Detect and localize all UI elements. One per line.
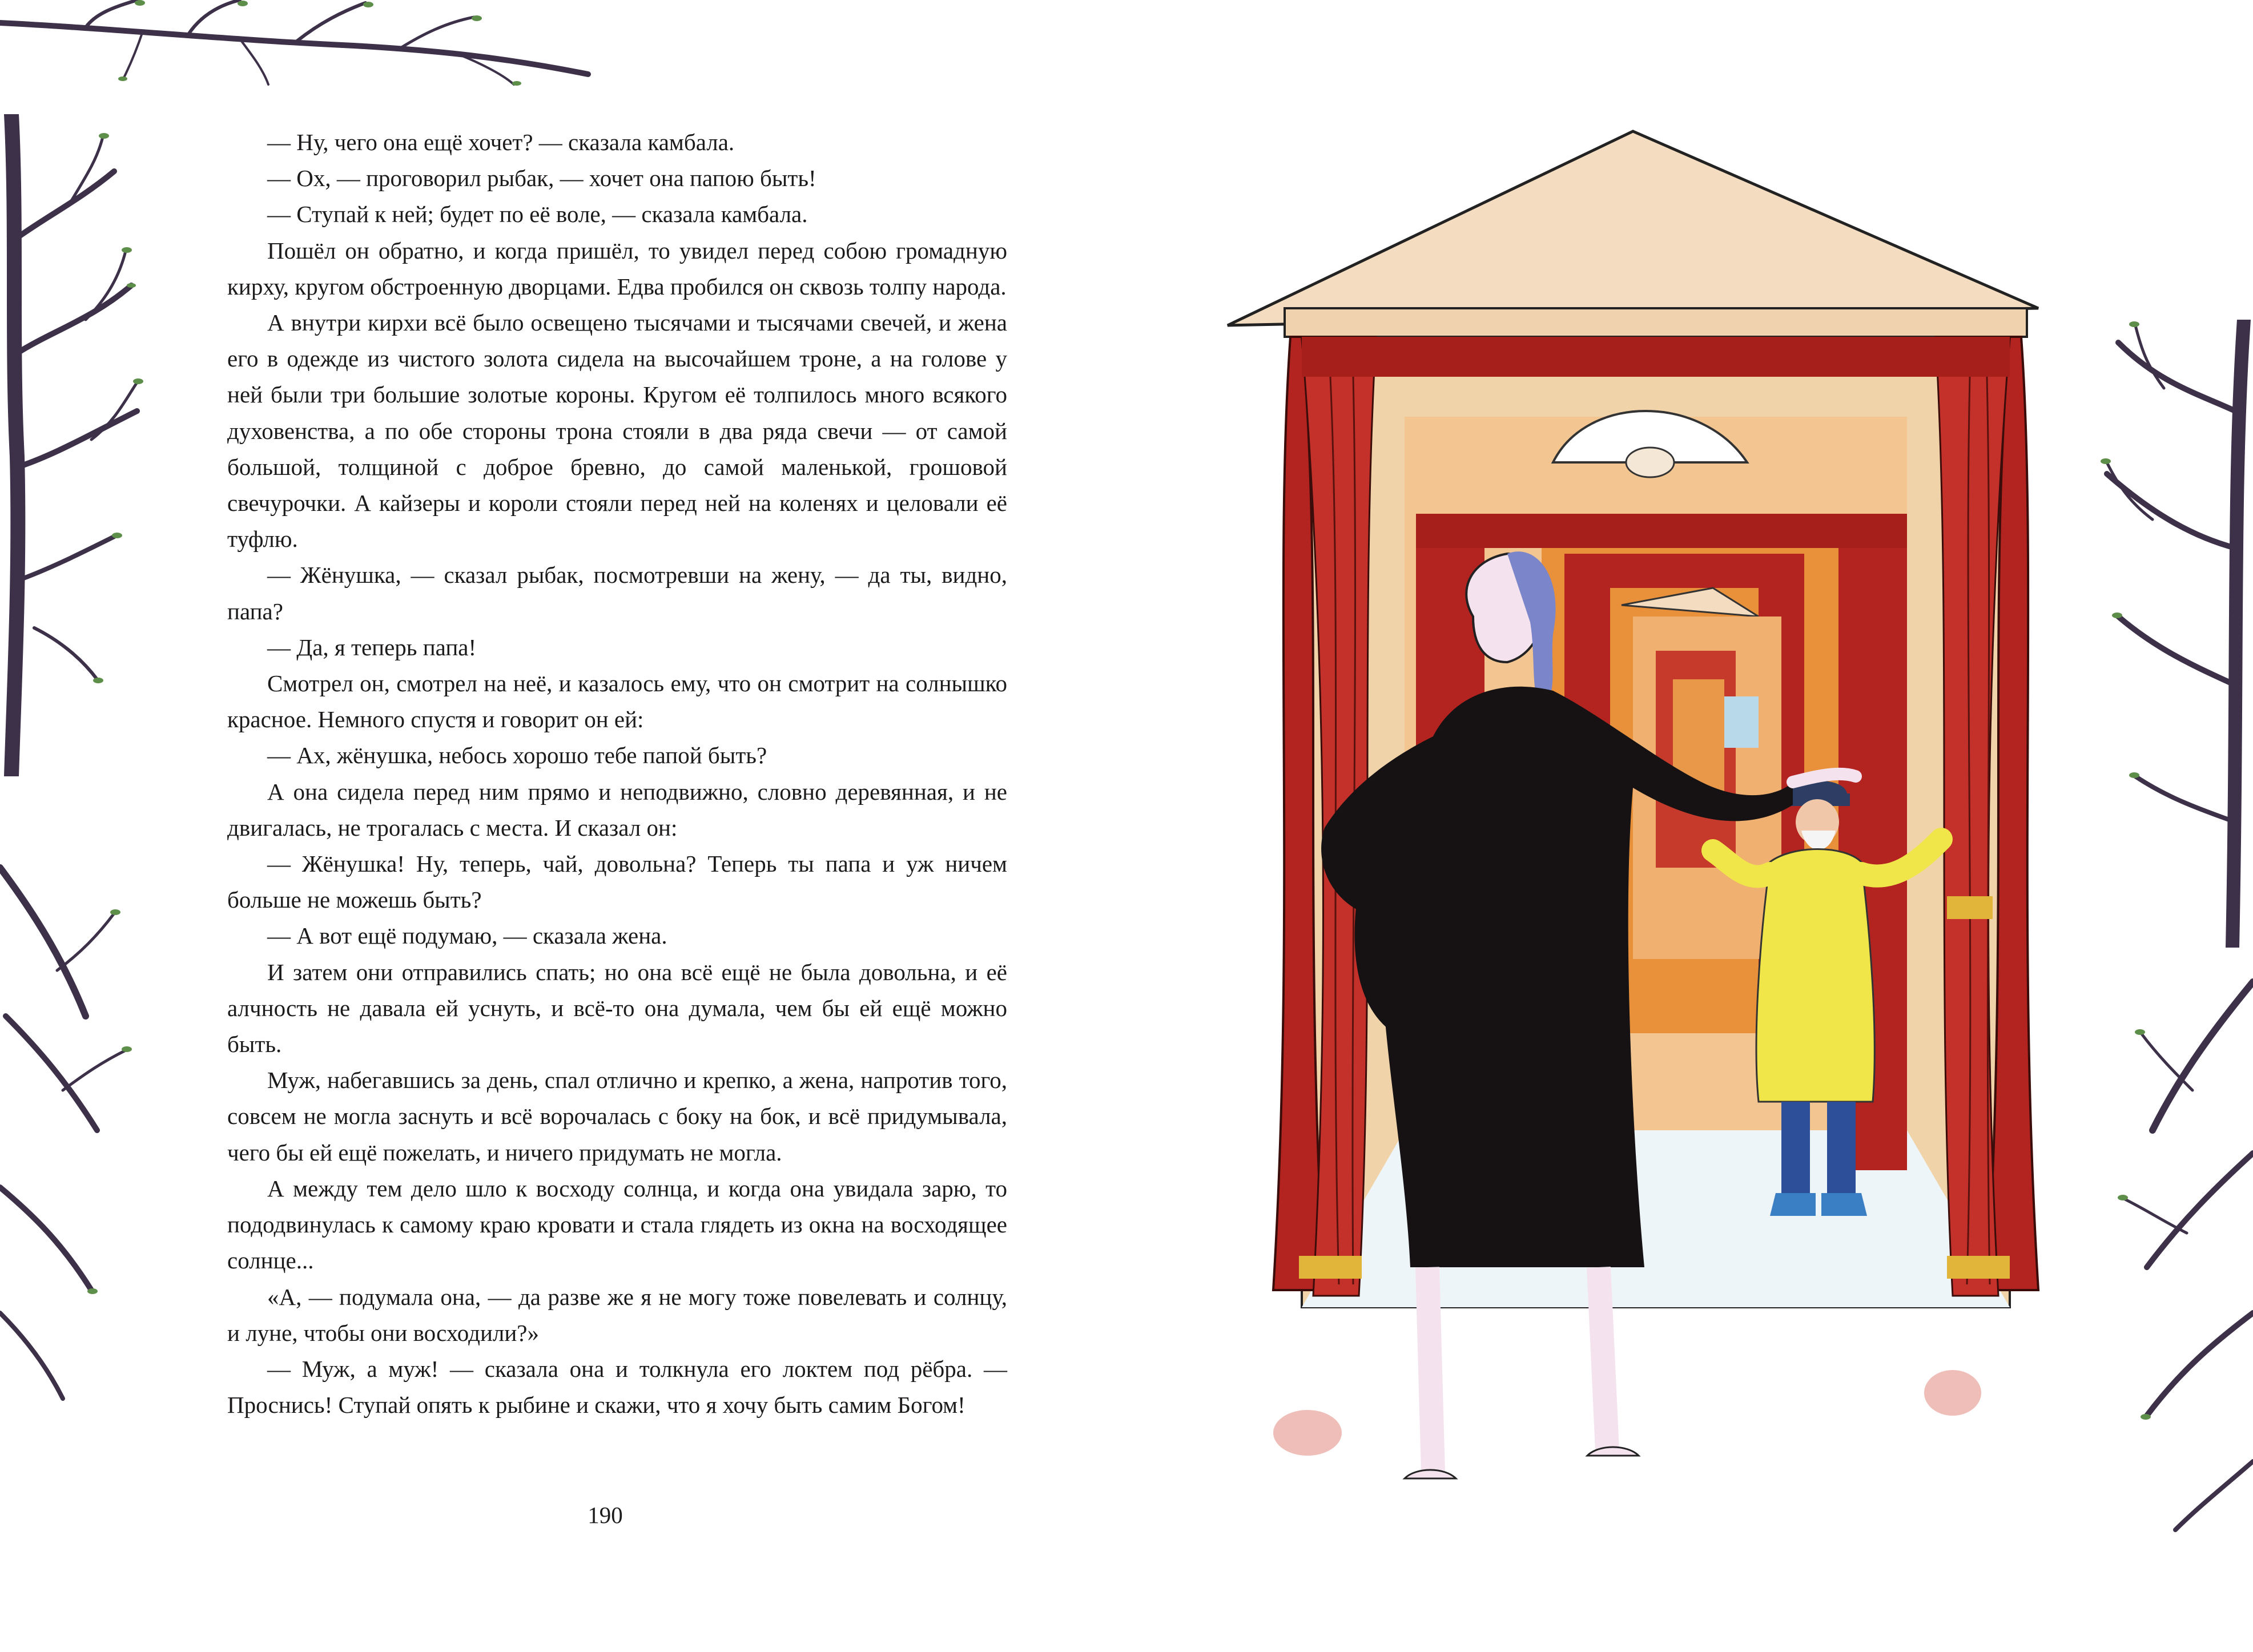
paragraph: — Жёнушка, — сказал рыбак, посмотревши на жену, — да ты, видно, папа?	[227, 562, 1007, 624]
paragraph: Муж, набегавшись за день, спал отлично и крепко, а жена, напротив того, совсем не могла заснуть и всё ворочалась с боку на бок, и всё придумывала, чего бы ей ещё пожелать, и ничего придумать не могла.	[227, 1067, 1007, 1166]
paragraph: А внутри кирхи всё было освещено тысячами и тысячами свечей, и жена его в одежде из чистого золота сидела на высочайшем троне, а на голове у ней были три большие золотые короны. Кругом её толпилось много всякого духовенства, а по обе стороны трона стояли в два ряда свечи — от самой большой, толщиной с доброе бревно, до самой маленькой, грошовой свечурочки. А кайзеры и короли стояли перед ней на коленях и целовали её туфлю.	[227, 309, 1007, 553]
paragraph: — Да, я теперь папа!	[267, 634, 477, 660]
right-tree-upper-illustration	[2061, 320, 2253, 948]
page-number: 190	[588, 1502, 623, 1528]
paragraph: — Муж, а муж! — сказала она и толкнула его локтем под рёбра. — Проснись! Ступай опять к рыбине и скажи, что я хочу быть самим Богом!	[227, 1355, 1007, 1419]
palace-scene-illustration	[1188, 120, 2078, 1558]
paragraph: — Ступай к ней; будет по её воле, — сказала камбала.	[267, 201, 808, 228]
paragraph: Пошёл он обратно, и когда пришёл, то увидел перед собою громадную кирху, кругом обстроенную дворцами. Едва пробился он сквозь толпу народа.	[227, 237, 1007, 300]
top-branch-illustration	[0, 0, 594, 86]
paragraph: «А, — подумала она, — да разве же я не могу тоже повелевать и солнцу, и луне, чтобы они восходили?»	[227, 1283, 1007, 1346]
paragraph: — А вот ещё подумаю, — сказала жена.	[267, 922, 667, 949]
paragraph: И затем они отправились спать; но она всё ещё не была довольна, и её алчность не давала ей уснуть, и всё-то она думала, чем бы ей ещё можно быть.	[227, 958, 1007, 1058]
paragraph: — Ну, чего она ещё хочет? — сказала камбала.	[267, 129, 735, 155]
right-tree-lower-illustration	[2067, 948, 2253, 1536]
story-text	[227, 124, 1007, 1423]
left-tree-upper-illustration	[0, 114, 148, 776]
paragraph: — Ох, — проговорил рыбак, — хочет она папою быть!	[267, 165, 816, 192]
left-tree-lower-illustration	[0, 845, 137, 1404]
paragraph: Смотрел он, смотрел на неё, и казалось ему, что он смотрит на солнышко красное. Немного спустя и говорит он ей:	[227, 670, 1007, 733]
paragraph: — Ах, жёнушка, небось хорошо тебе папой быть?	[267, 742, 767, 769]
paragraph: — Жёнушка! Ну, теперь, чай, довольна? Теперь ты папа и уж ничем больше не можешь быть?	[227, 851, 1007, 913]
paragraph: А она сидела перед ним прямо и неподвижно, словно деревянная, и не двигалась, не трогалась с места. И сказал он:	[227, 778, 1007, 841]
paragraph: А между тем дело шло к восходу солнца, и когда она увидала зарю, то пододвинулась к самому краю кровати и стала глядеть из окна на восходящее солнце...	[227, 1175, 1007, 1274]
